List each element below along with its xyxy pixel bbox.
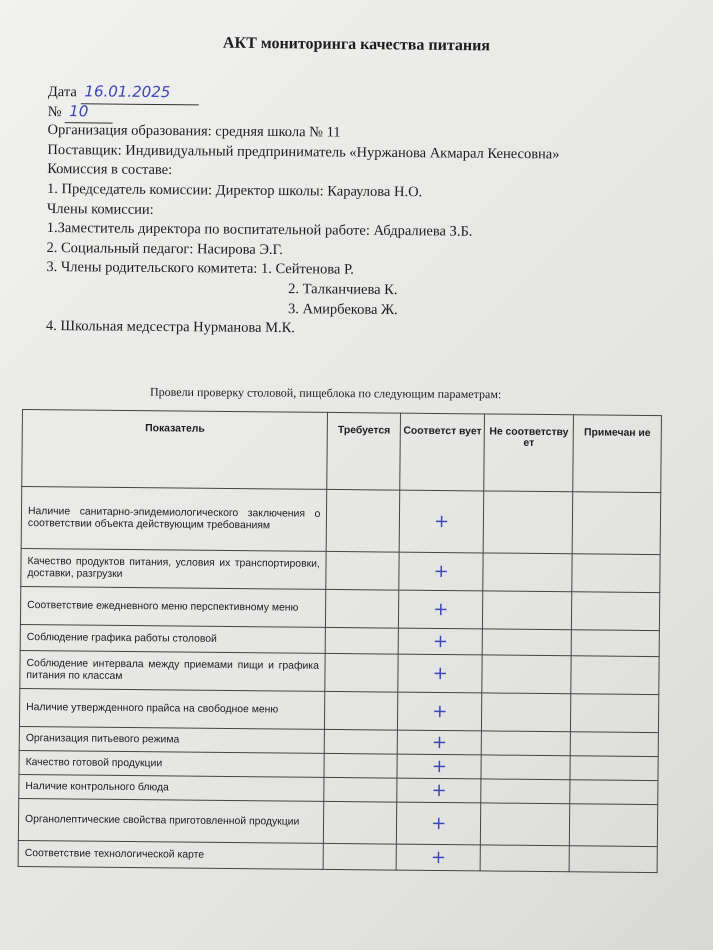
table-header-row	[22, 410, 662, 493]
compliant-cell	[397, 778, 481, 803]
criterion-cell	[19, 688, 325, 729]
required-cell	[325, 653, 398, 692]
check-mark: +	[434, 510, 450, 532]
noncompliant-cell	[481, 731, 570, 756]
check-mark: +	[431, 731, 448, 753]
inspection-intro: Провели проверку столовой, пищеблока по следующим параметрам:	[149, 384, 502, 402]
col-header-noncompliant: Не соответству ет	[484, 414, 574, 492]
criterion-text: Соответствие ежедневного меню перспективному меню	[27, 599, 299, 614]
noncompliant-cell	[480, 845, 569, 872]
criterion-cell	[18, 840, 324, 869]
noncompliant-cell	[483, 553, 572, 592]
note-cell	[569, 846, 657, 873]
criterion-text: Наличие санитарно-эпидемиологического заключения о соответствии объекта действующим требованиям	[27, 505, 321, 531]
criterion-cell	[19, 726, 325, 753]
document-title: АКТ мониторинга качества питания	[222, 34, 491, 55]
noncompliant-cell	[481, 803, 570, 846]
compliant-cell	[399, 590, 483, 629]
member-1: 1.Заместитель директора по воспитательной работе: Абдралиева З.Б.	[46, 220, 473, 240]
compliant-cell	[398, 628, 482, 655]
compliant-cell	[399, 552, 483, 591]
noncompliant-cell	[481, 779, 570, 804]
date-label: Дата	[47, 83, 77, 101]
criterion-cell	[19, 750, 325, 777]
criterion-cell	[21, 487, 327, 552]
check-mark: +	[432, 662, 448, 684]
required-cell	[326, 551, 399, 590]
criterion-text: Органолептические свойства приготовленной продукции	[25, 813, 300, 828]
noncompliant-cell	[481, 755, 570, 780]
number-label: №	[47, 103, 62, 120]
check-mark: +	[431, 779, 447, 801]
members-label: Члены комиссии:	[46, 200, 154, 218]
note-cell	[570, 780, 658, 805]
check-mark: +	[430, 846, 447, 868]
required-cell	[325, 627, 398, 654]
required-cell	[325, 729, 398, 754]
criterion-text: Качество продуктов питания, условия их транспортировки, доставки, разгрузки	[27, 555, 320, 580]
commission-line: Комиссия в составе:	[47, 161, 173, 179]
note-cell	[571, 694, 659, 733]
noncompliant-cell	[482, 655, 571, 694]
note-cell	[572, 554, 660, 593]
compliant-cell	[398, 654, 482, 693]
required-cell	[326, 589, 399, 628]
compliant-cell	[396, 844, 480, 871]
organization-line: Организация образования: средняя школа № 11	[47, 122, 341, 141]
col-header-note: Примечан ие	[573, 415, 662, 493]
table-row	[20, 586, 659, 630]
required-cell	[325, 691, 398, 730]
noncompliant-cell	[482, 693, 571, 732]
required-cell	[324, 801, 397, 844]
required-cell	[323, 843, 396, 870]
noncompliant-cell	[483, 591, 572, 630]
note-cell	[571, 656, 659, 695]
criterion-cell	[21, 548, 327, 589]
chair-line: 1. Председатель комиссии: Директор школы: Караулова Н.О.	[46, 180, 423, 201]
criterion-text: Наличие контрольного блюда	[25, 780, 169, 793]
table-row	[20, 650, 659, 694]
number-value: 10	[69, 101, 89, 120]
criterion-text: Организация питьевого режима	[25, 732, 180, 746]
date-value: 16.01.2025	[84, 82, 171, 102]
criterion-cell	[20, 650, 326, 691]
criterion-text: Соблюдение графика работы столовой	[26, 631, 217, 645]
criterion-cell	[20, 586, 326, 627]
col-header-required: Требуется	[327, 412, 401, 490]
required-cell	[326, 489, 400, 552]
member-2: 2. Социальный педагог: Насирова Э.Г.	[46, 239, 284, 258]
col-header-criterion: Показатель	[22, 410, 328, 490]
criterion-cell	[20, 624, 326, 653]
check-mark: +	[432, 700, 448, 722]
criterion-text: Соблюдение интервала между приемами пищи и графика питания по классам	[26, 657, 319, 682]
table-row	[18, 840, 657, 872]
criterion-text: Качество готовой продукции	[25, 756, 163, 769]
note-cell	[570, 732, 658, 757]
member-3: 3. Члены родительского комитета: 1. Сейтенова Р.	[46, 259, 354, 279]
check-mark: +	[433, 560, 449, 582]
note-cell	[570, 756, 658, 781]
compliant-cell	[398, 692, 482, 731]
required-cell	[324, 777, 397, 802]
table-body	[18, 487, 661, 873]
check-mark: +	[431, 812, 447, 834]
note-cell	[569, 804, 657, 847]
criterion-text: Соответствие технологической карте	[24, 847, 205, 861]
criterion-cell	[18, 798, 324, 843]
table-row	[18, 798, 657, 846]
check-mark: +	[432, 630, 449, 652]
table-row	[21, 548, 660, 592]
criterion-text: Наличие утвержденного прайса на свободное меню	[26, 701, 279, 715]
header-block	[46, 82, 688, 342]
noncompliant-cell	[482, 629, 571, 656]
member-4: 4. Школьная медсестра Нурманова М.К.	[45, 318, 296, 337]
table-row	[21, 487, 661, 555]
col-header-compliant: Соответст вует	[400, 413, 485, 491]
compliant-cell	[399, 490, 483, 553]
compliant-cell	[397, 754, 481, 779]
check-mark: +	[433, 598, 449, 620]
note-cell	[572, 492, 660, 555]
required-cell	[324, 753, 397, 778]
supplier-line: Поставщик: Индивидуальный предприниматель «Нуржанова Акмарал Кенесовна»	[47, 141, 560, 163]
member-3b: 2. Талканчиева К.	[288, 281, 398, 298]
note-cell	[571, 592, 659, 631]
noncompliant-cell	[483, 491, 573, 554]
table-row	[19, 688, 658, 732]
criterion-cell	[19, 774, 325, 801]
check-mark: +	[431, 755, 447, 777]
inspection-table	[18, 409, 662, 873]
compliant-cell	[397, 730, 481, 755]
member-3c: 3. Амирбекова Ж.	[287, 300, 398, 318]
note-cell	[571, 630, 659, 657]
compliant-cell	[397, 802, 481, 845]
